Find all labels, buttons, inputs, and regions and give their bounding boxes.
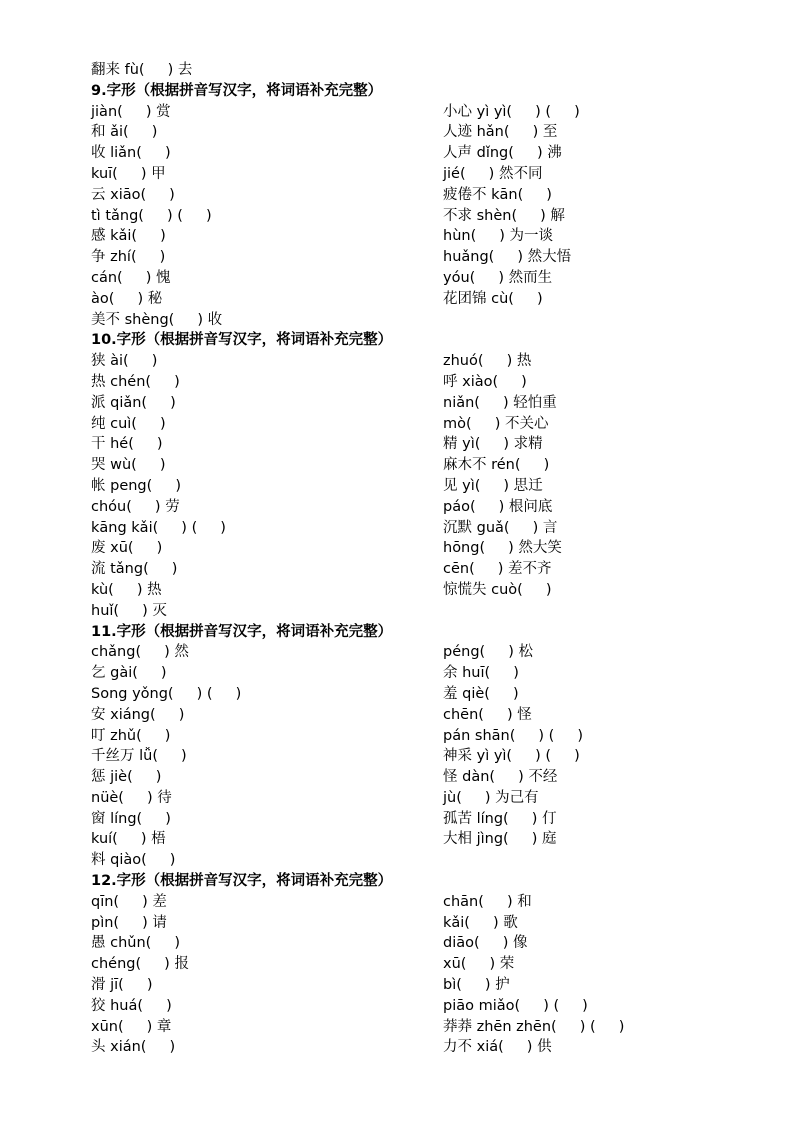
exercise-item-left: 料 qiào( ) [91,852,176,869]
exercise-item-right: huǎng( ) 然大悟 [443,249,572,266]
exercise-item-right: 呼 xiào( ) [443,373,527,390]
exercise-item-left: 纯 cuì( ) [91,415,166,432]
exercise-item-right: 羞 qiè( ) [443,685,519,702]
exercise-row [91,351,711,372]
exercise-item-right: 莽莽 zhēn zhēn( ) ( ) [443,1018,625,1035]
exercise-row [91,913,711,934]
exercise-row [91,954,711,975]
exercise-row [91,434,711,455]
exercise-item-left: 叮 zhǔ( ) [91,727,171,744]
exercise-row [91,726,711,747]
exercise-item-left: xūn( ) 章 [91,1018,172,1035]
exercise-item-left: 热 chén( ) [91,373,180,390]
exercise-row [91,476,711,497]
exercise-item-left: kuī( ) 甲 [91,165,166,182]
exercise-row [91,559,711,580]
exercise-item-right: 沉默 guǎ( ) 言 [443,519,558,536]
exercise-item-left: 收 liǎn( ) [91,145,171,162]
exercise-row [91,538,711,559]
exercise-row [91,247,711,268]
exercise-item-right: niǎn( ) 轻怕重 [443,394,557,411]
exercise-item-left: 千丝万 lǚ( ) [91,748,187,765]
exercise-item-right: péng( ) 松 [443,644,533,661]
exercise-item-left: 争 zhí( ) [91,249,166,266]
exercise-row [91,372,711,393]
exercise-item-left: chǎng( ) 然 [91,644,189,661]
exercise-item-right: 力不 xiá( ) 供 [443,1039,552,1056]
exercise-item-right: cēn( ) 差不齐 [443,561,552,578]
exercise-row [91,518,711,539]
exercise-item-left: Song yǒng( ) ( ) [91,685,242,702]
exercise-item-right: chān( ) 和 [443,893,532,910]
exercise-item-right: zhuó( ) 热 [443,353,532,370]
exercise-item-left: 愚 chǔn( ) [91,935,181,952]
exercise-row [91,1017,711,1038]
section-title: 11.字形（根据拼音写汉字，将词语补充完整） [91,623,393,640]
exercise-item-right: 不求 shèn( ) 解 [443,207,565,224]
exercise-item-right: xū( ) 荣 [443,956,515,973]
exercise-row [91,663,711,684]
exercise-item-left: 乞 gài( ) [91,665,167,682]
exercise-item-left: ào( ) 秘 [91,290,163,307]
exercise-item-right: piāo miǎo( ) ( ) [443,997,588,1014]
carryover-line: 翻来 fù( ) 去 [91,62,193,78]
exercise-item-right: 人迹 hǎn( ) 至 [443,124,558,141]
exercise-row [91,933,711,954]
exercise-item-right: 神采 yì yì( ) ( ) [443,748,580,765]
exercise-item-left: chóu( ) 劳 [91,498,180,515]
exercise-row [91,289,711,310]
exercise-item-left: qīn( ) 差 [91,893,167,910]
exercise-item-right: kǎi( ) 歌 [443,914,518,931]
exercise-row [91,809,711,830]
exercise-item-left: pìn( ) 请 [91,914,167,931]
exercise-item-left: 和 ǎi( ) [91,124,158,141]
exercise-row [91,996,711,1017]
exercise-item-right: 大相 jìng( ) 庭 [443,831,557,848]
exercise-item-right: yóu( ) 然而生 [443,269,553,286]
exercise-item-left: cán( ) 愧 [91,269,171,286]
exercise-item-right: hùn( ) 为一谈 [443,228,554,245]
exercise-item-right: 精 yì( ) 求精 [443,436,543,453]
exercise-item-left: 安 xiáng( ) [91,706,185,723]
exercise-item-left: 干 hé( ) [91,436,163,453]
exercise-item-right: 孤苦 líng( ) 仃 [443,810,557,827]
exercise-row [91,455,711,476]
exercise-row [91,580,711,601]
exercise-row [91,746,711,767]
exercise-item-right: 惊慌失 cuò( ) [443,581,552,598]
exercise-item-left: 美不 shèng( ) 收 [91,311,223,328]
exercise-row [91,642,711,663]
exercise-item-right: pán shān( ) ( ) [443,727,584,744]
exercise-item-right: 麻木不 rén( ) [443,457,550,474]
exercise-item-right: jù( ) 为己有 [443,789,539,806]
exercise-item-left: 狡 huá( ) [91,997,172,1014]
exercise-item-left: 废 xū( ) [91,540,163,557]
exercise-row [91,767,711,788]
exercise-item-right: páo( ) 根问底 [443,498,553,515]
exercise-row [91,185,711,206]
exercise-item-left: 派 qiǎn( ) [91,394,176,411]
exercise-item-left: 惩 jiè( ) [91,769,162,786]
exercise-row [91,393,711,414]
exercise-item-left: kù( ) 热 [91,581,162,598]
exercise-item-left: chéng( ) 报 [91,956,189,973]
exercise-item-right: 见 yì( ) 思迁 [443,477,543,494]
worksheet-content [91,60,711,1058]
exercise-item-left: 狭 ài( ) [91,353,158,370]
exercise-item-right: 小心 yì yì( ) ( ) [443,103,580,120]
exercise-item-left: nüè( ) 待 [91,789,172,806]
exercise-item-right: diāo( ) 像 [443,935,528,952]
exercise-item-left: huǐ( ) 灭 [91,602,167,619]
exercise-item-left: 感 kǎi( ) [91,228,166,245]
exercise-item-left: 滑 jī( ) [91,977,153,994]
exercise-item-left: jiàn( ) 赏 [91,103,171,120]
exercise-row [91,414,711,435]
exercise-item-right: 疲倦不 kān( ) [443,186,552,203]
exercise-row [91,892,711,913]
exercise-row [91,497,711,518]
exercise-item-left: kāng kǎi( ) ( ) [91,519,226,536]
exercise-row [91,705,711,726]
section-title: 10.字形（根据拼音写汉字，将词语补充完整） [91,332,393,349]
exercise-item-left: 窗 líng( ) [91,810,171,827]
exercise-row [91,829,711,850]
exercise-item-right: jié( ) 然不同 [443,165,543,182]
exercise-item-right: mò( ) 不关心 [443,415,549,432]
exercise-row [91,684,711,705]
exercise-item-left: 帐 peng( ) [91,477,181,494]
exercise-item-left: 云 xiāo( ) [91,186,175,203]
section-title: 9.字形（根据拼音写汉字，将词语补充完整） [91,82,383,99]
exercise-row [91,788,711,809]
exercise-item-left: 哭 wù( ) [91,457,166,474]
exercise-row [91,226,711,247]
section-title: 12.字形（根据拼音写汉字，将词语补充完整） [91,873,393,890]
exercise-item-right: 余 huī( ) [443,665,519,682]
exercise-item-left: 流 tǎng( ) [91,561,178,578]
exercise-item-right: hōng( ) 然大笑 [443,540,562,557]
exercise-row [91,164,711,185]
exercise-item-left: kuí( ) 梧 [91,831,166,848]
exercise-item-right: 花团锦 cù( ) [443,290,543,307]
exercise-row [91,975,711,996]
exercise-item-right: 人声 dǐng( ) 沸 [443,145,562,162]
exercise-item-right: chēn( ) 怪 [443,706,532,723]
exercise-row [91,143,711,164]
exercise-row [91,102,711,123]
exercise-row [91,1037,711,1058]
exercise-row [91,268,711,289]
exercise-row [91,206,711,227]
exercise-item-right: 怪 dàn( ) 不经 [443,769,558,786]
exercise-item-left: 头 xián( ) [91,1039,176,1056]
exercise-row [91,122,711,143]
exercise-item-left: tì tǎng( ) ( ) [91,207,212,224]
exercise-item-right: bì( ) 护 [443,977,510,994]
